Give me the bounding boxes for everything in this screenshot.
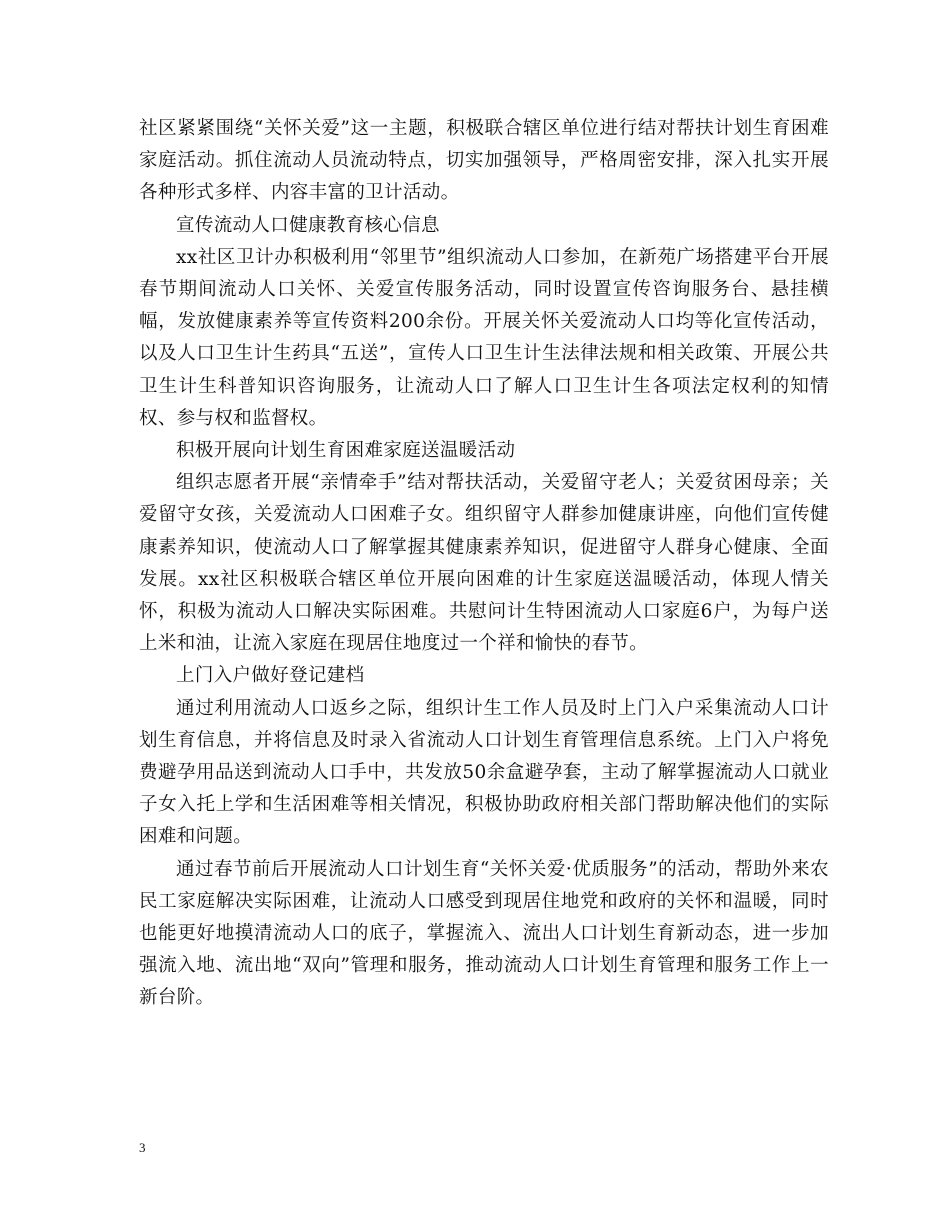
body-paragraph: 通过利用流动人口返乡之际，组织计生工作人员及时上门入户采集流动人口计划生育信息，并将信息及时录入省流动人口计划生育管理信息系统。上门入户将免费避孕用品送到流动人口手中，共发放50余盒避孕套，主动了解掌握流动人口就业子女入托上学和生活困难等相关情况，积极协助政府相关部门帮助解决他们的实际困难和问题。 [139,697,829,848]
page-number: 3 [139,1140,146,1155]
section-heading: 宣传流动人口健康教育核心信息 [176,214,440,236]
body-paragraph: 社区紧紧围绕“关怀关爱”这一主题，积极联合辖区单位进行结对帮扶计划生育困难家庭活动。抓住流动人员流动特点，切实加强领导，严格周密安排，深入扎实开展各种形式多样、内容丰富的卫计活动。 [139,118,829,204]
section-heading: 上门入户做好登记建档 [176,665,365,687]
body-paragraph: 组织志愿者开展“亲情牵手”结对帮扶活动，关爱留守老人；关爱贫困母亲；关爱留守女孩，关爱流动人口困难子女。组织留守人群参加健康讲座，向他们宣传健康素养知识，使流动人口了解掌握其健康素养知识，促进留守人群身心健康、全面发展。xx社区积极联合辖区单位开展向困难的计生家庭送温暖活动，体现人情关怀，积极为流动人口解决实际困难。共慰问计生特困流动人口家庭6户，为每户送上米和油，让流入家庭在现居住地度过一个祥和愉快的春节。 [139,472,829,655]
document-body [139,113,829,1015]
body-paragraph: xx社区卫计办积极利用“邻里节”组织流动人口参加，在新苑广场搭建平台开展春节期间流动人口关怀、关爱宣传服务活动，同时设置宣传咨询服务台、悬挂横幅，发放健康素养等宣传资料200余份。开展关怀关爱流动人口均等化宣传活动，以及人口卫生计生药具“五送”，宣传人口卫生计生法律法规和相关政策、开展公共卫生计生科普知识咨询服务，让流动人口了解人口卫生计生各项法定权利的知情权、参与权和监督权。 [139,246,829,429]
section-heading: 积极开展向计划生育困难家庭送温暖活动 [176,440,516,462]
body-paragraph: 通过春节前后开展流动人口计划生育“关怀关爱·优质服务”的活动，帮助外来农民工家庭解决实际困难，让流动人口感受到现居住地党和政府的关怀和温暖，同时也能更好地摸清流动人口的底子，掌握流入、流出人口计划生育新动态，进一步加强流入地、流出地“双向”管理和服务，推动流动人口计划生育管理和服务工作上一新台阶。 [139,858,829,1009]
